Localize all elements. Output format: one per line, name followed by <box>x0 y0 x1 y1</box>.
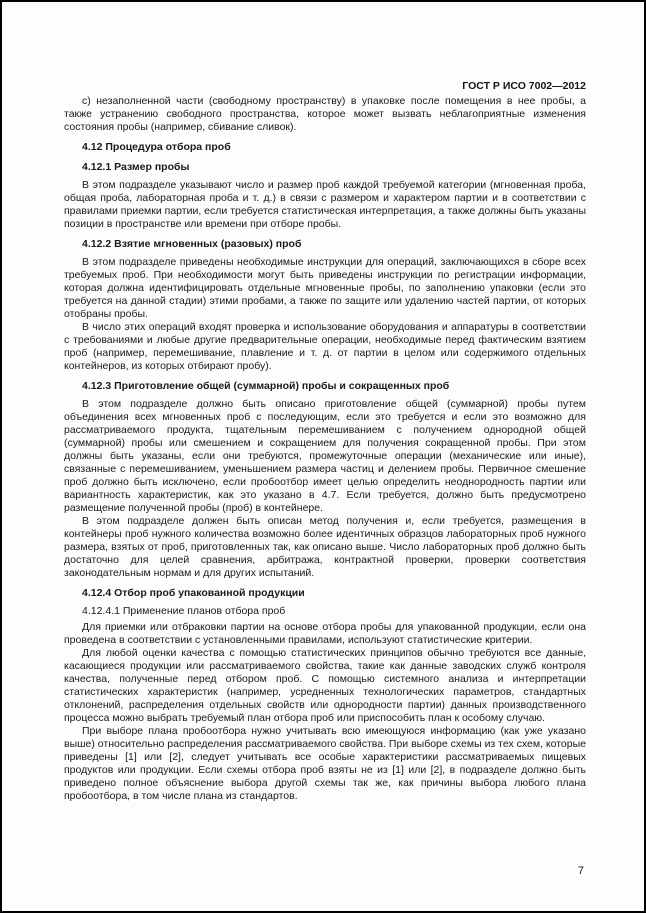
subheading: 4.12.4.1 Применение планов отбора проб <box>82 605 286 617</box>
paragraph: Для любой оценки качества с помощью статистических принципов обычно требуются все данные, касающиеся продукции или рассматриваемого свойства, такие как данные заводских служб контроля качества, полученные перед отбором проб. С помощью системного анализа и интерпретации статистических характеристик (например, усредненных технологических параметров, стандартных отклонений, распределения отдельных свойств или однородности партии) данных производственного процесса можно выбрать требуемый план отбора проб или приспособить план к особому случаю. <box>64 647 586 724</box>
heading: 4.12.3 Приготовление общей (суммарной) пробы и сокращенных проб <box>82 380 450 392</box>
heading: 4.12.1 Размер пробы <box>82 161 190 173</box>
paragraph: В этом подразделе приведены необходимые инструкции для операций, заключающихся в сборе всех требуемых проб. При необходимости могут быть приведены инструкции по регистрации информации, которая должна идентифицировать отдельные мгновенные пробы, по заполнению упаковки (если это требуется на данной стадии) этими пробами, а также по защите или удалению частей партии, от которых отобраны пробы. <box>64 256 586 320</box>
paragraph: В этом подразделе указывают число и размер проб каждой требуемой категории (мгновенная проба, общая проба, лабораторная проба и т. д.) в связи с размером и характером партии и в соответствии с правилами приемки партии, если требуется статистическая интерпретация, а также должны быть указаны позиции в пространстве или времени при отборе пробы. <box>64 179 586 230</box>
heading: 4.12.2 Взятие мгновенных (разовых) проб <box>82 238 302 250</box>
document-content <box>64 95 586 803</box>
paragraph: Для приемки или отбраковки партии на основе отбора пробы для упакованной продукции, если она проведена в соответствии с установленными правилами, используют статистические критерии. <box>64 621 586 646</box>
page-number: 7 <box>577 865 584 877</box>
paragraph: В этом подразделе должен быть описан метод получения и, если требуется, размещения в контейнеры проб нужного количества возможно более идентичных образцов лабораторных проб нужного размера, взятых от проб, приготовленных так, как описано выше. Число лабораторных проб должно быть достаточно для целей сравнения, арбитража, контрактной проверки, проверки соответствия законодательным нормам и для других испытаний. <box>64 515 586 579</box>
paragraph: В число этих операций входят проверка и использование оборудования и аппаратуры в соответствии с требованиями и любые другие предварительные операции, необходимые перед фактическим взятием проб (например, перемешивание, плавление и т. д. от партии в целом или содержимого отдельных контейнеров, из которых отбирают пробу). <box>64 321 586 372</box>
paragraph: с) незаполненной части (свободному пространству) в упаковке после помещения в нее пробы, а также устранению свободного пространства, которое может вызвать неблагоприятные изменения состояния пробы (например, сбивание сливок). <box>64 95 586 133</box>
paragraph: В этом подразделе должно быть описано приготовление общей (суммарной) пробы путем объединения всех мгновенных проб с последующим, если это требуется и если это возможно для рассматриваемого продукта, тщательным перемешиванием с получением однородной общей (суммарной) пробы или смешением и сокращением для получения сокращенной пробы. При этом должны быть указаны, если они требуются, промежуточные операции (механические или иные), связанные с перемешиванием, уменьшением размера частиц и делением пробы. Первичное смешение проб должно быть исключено, если пробоотбор имеет целью определить неоднородность партии или вариантность характеристик, как это указано в 4.7. Если требуется, должно быть предусмотрено размещение полученной пробы (проб) в контейнере. <box>64 398 586 514</box>
heading: 4.12.4 Отбор проб упакованной продукции <box>82 587 305 599</box>
heading: 4.12 Процедура отбора проб <box>82 141 231 153</box>
paragraph: При выборе плана пробоотбора нужно учитывать всю имеющуюся информацию (как уже указано выше) относительно распределения рассматриваемого свойства. При выборе схемы из тех схем, которые приведены [1] или [2], следует учитывать все особые характеристики рассматриваемых пищевых продуктов или продукции. Если схемы отбора проб взяты не из [1] или [2], в подразделе должно быть приведено полное объяснение выбора другой схемы так же, как причины выбора любого плана пробоотбора, в том числе плана из стандартов. <box>64 725 586 802</box>
document-title-header: ГОСТ Р ИСО 7002—2012 <box>462 80 586 92</box>
